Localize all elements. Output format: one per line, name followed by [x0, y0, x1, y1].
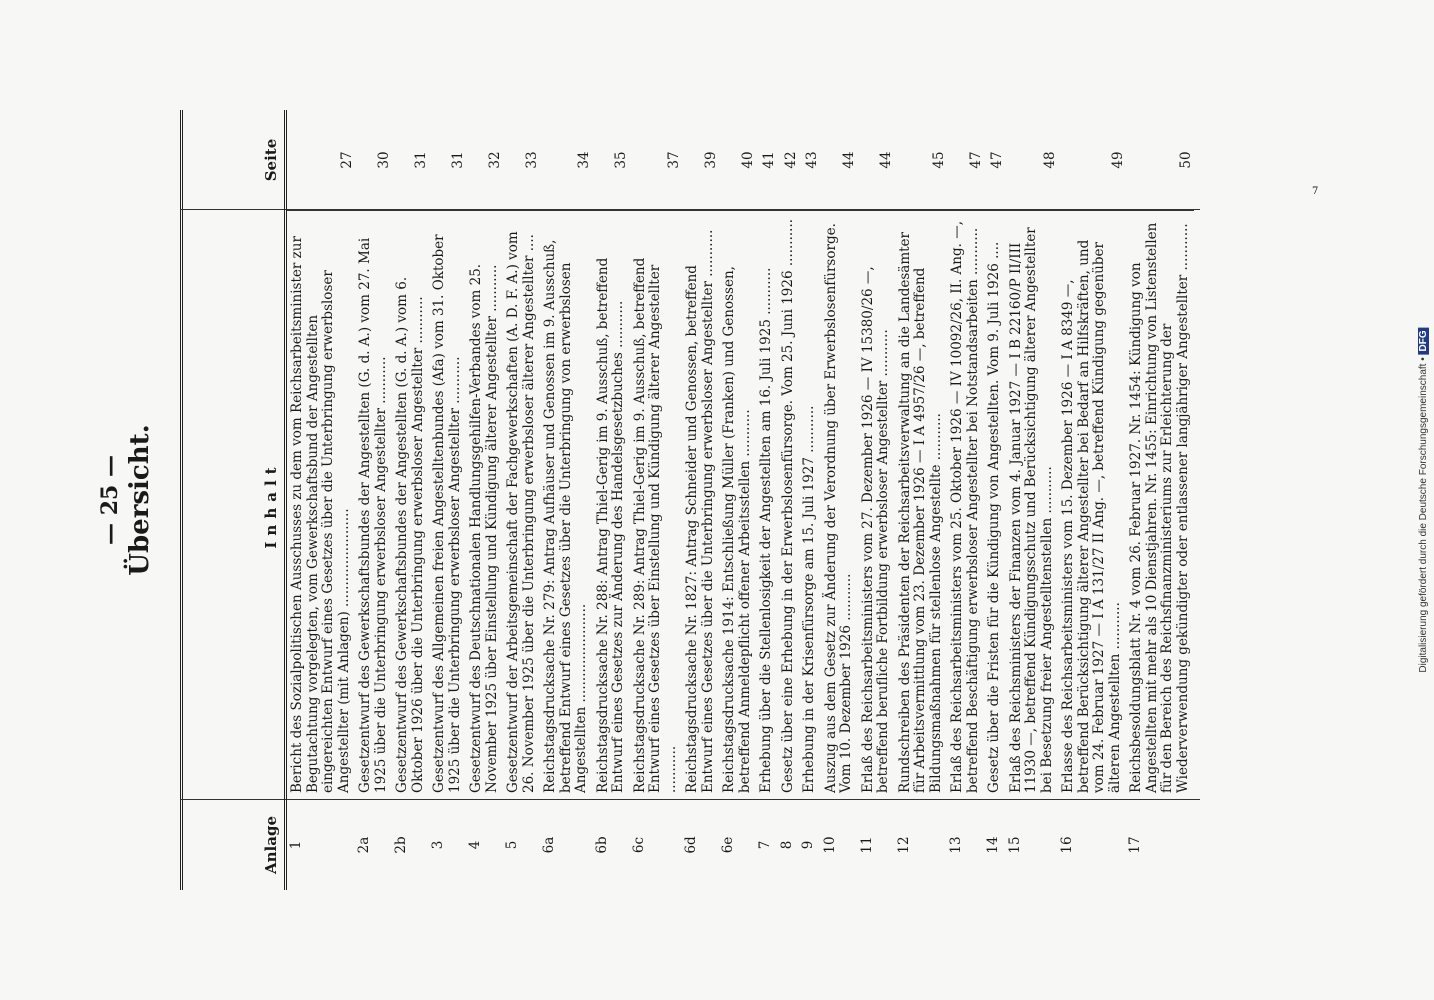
row-seite: 32: [486, 151, 503, 169]
row-inhalt: Reichstagsdrucksache Nr. 1827: Antrag Schneider und Genossen, betreffend Entwurf eines Gesetzes über die Unterbringung erwerbsloser Angestellter ...........: [684, 229, 716, 793]
row-seite: 50: [1177, 151, 1194, 169]
row-inhalt: Gesetzentwurf des Gewerkschaftsbundes der Angestellten (G. d. A.) vom 27. Mai 1925 über die Unterbringung erwerbsloser Angestellter ...........: [357, 237, 389, 793]
row-anlage: 6d: [683, 836, 699, 854]
row-anlage: 2a: [356, 836, 372, 854]
table-row: [821, 110, 858, 890]
table-row: [756, 110, 778, 890]
row-anlage: 16: [1059, 836, 1075, 854]
row-anlage: 11: [858, 836, 875, 854]
row-seite: 34: [576, 151, 592, 169]
row-anlage: 3: [430, 840, 446, 850]
row-inhalt: Erhebung über die Stellenlosigkeit der Angestellten am 16. Juli 1925 ...........: [758, 267, 774, 793]
table-row: [287, 110, 355, 890]
row-inhalt: Erhebung in der Krisenfürsorge am 15. Juli 1927 ...........: [801, 405, 817, 793]
row-anlage: 14: [985, 836, 1001, 854]
row-inhalt: Gesetzentwurf des Deutschnationalen Handlungsgehilfen-Verbandes vom 25. November 1925 über Einstellung und Kündigung älterer Angestellter ...........: [468, 263, 500, 793]
row-seite: 47: [967, 151, 984, 169]
table-row: [540, 110, 593, 890]
row-inhalt: Bericht des Sozialpolitischen Ausschusses zu dem vom Reichsarbeitsminister zur Begutachtung vorgelegten, vom Gewerkschaftsbund der Angestellten eingereichten Entwurf eines Gesetzes über die Unterbringung erwerbsloser Angestellter (mit Anlagen) .......................: [289, 236, 352, 793]
row-seite: 31: [412, 151, 429, 169]
row-inhalt: Gesetz über eine Erhebung in der Erwerbslosenfürsorge. Vom 25. Juni 1926 ...........: [779, 218, 796, 793]
table-row: [778, 110, 800, 890]
toc-table: [180, 110, 1194, 890]
table-row: [682, 110, 719, 890]
table-row: [392, 110, 429, 890]
row-seite: 44: [878, 151, 894, 169]
table-row: [503, 110, 540, 890]
row-seite: 35: [613, 151, 629, 169]
row-seite: 39: [702, 151, 719, 169]
row-inhalt: Gesetz über die Fristen für die Kündigung von Angestellten. Vom 9. Juli 1926 ....: [986, 241, 1002, 793]
row-inhalt: Gesetzentwurf des Allgemeinen freien Angestelltenbundes (Afa) vom 31. Oktober 1925 über die Unterbringung erwerbsloser Angestellter ...........: [431, 234, 463, 793]
row-seite: 48: [1041, 151, 1058, 169]
row-seite: 43: [804, 151, 820, 169]
row-inhalt: Reichstagsdrucksache Nr. 288: Antrag Thiel-Gerig im 9. Ausschuß, betreffend Entwurf eines Gesetzes zur Änderung des Handelsgesetzbuches ...........: [594, 257, 626, 793]
row-inhalt: Erlasse des Reichsarbeitsministers vom 15. Dezember 1926 — I A 8349 —, betreffend Berücksichtigung älterer Angestellter bei Bedarf an Hilfskräften, und vom 24. Februar 1927 — I A 131/27 II Ang. —, betreffend Kündigung gegenüber älteren Angestellten ...........: [1060, 239, 1123, 793]
table-row: [630, 110, 683, 890]
header-seite: Seite: [262, 138, 280, 182]
row-seite: 31: [449, 151, 466, 169]
table-row: [593, 110, 630, 890]
row-anlage: 7: [757, 840, 773, 850]
row-inhalt: Gesetzentwurf des Gewerkschaftsbundes der Angestellten (G. d. A.) vom 6. Oktober 1926 über die Unterbringung erwerbsloser Angestellter ...........: [394, 276, 426, 793]
table-row: [984, 110, 1006, 890]
row-seite: 33: [523, 151, 540, 169]
row-seite: 37: [665, 151, 682, 169]
row-inhalt: Auszug aus dem Gesetz zur Änderung der Verordnung über Erwerbslosenfürsorge. Vom 10. Dezember 1926 ...........: [822, 223, 854, 793]
row-anlage: 6c: [630, 836, 647, 854]
row-seite: 42: [782, 151, 799, 169]
table-row: [429, 110, 466, 890]
row-anlage: 6b: [593, 836, 610, 854]
row-anlage: 6e: [720, 836, 736, 854]
row-anlage: 10: [821, 836, 838, 854]
footnote-mark: 7: [1312, 186, 1319, 197]
row-inhalt: Reichsbesoldungsblatt Nr. 4 vom 26. Februar 1927. Nr. 1454: Kündigung von Angestellten mit mehr als 10 Dienstjahren. Nr. 1455: Einrichtung von Listenstellen für den Bereich des Reichsfinanzministeriums zur Erleichterung der Wiederverwendung gekündigter oder entlassener langjähriger Angestellter ...........: [1128, 222, 1191, 793]
row-inhalt: Reichstagsdrucksache 1914: Entschließung Müller (Franken) und Genossen, betreffend Anmeldepflicht offener Arbeitsstellen ...........: [721, 266, 753, 793]
row-seite: 27: [338, 151, 355, 169]
row-seite: 49: [1109, 151, 1126, 169]
header-inhalt: Inhalt: [262, 461, 280, 549]
table-row: [895, 110, 948, 890]
table-body: [287, 110, 1194, 890]
row-anlage: 17: [1127, 836, 1143, 854]
table-row: [466, 110, 503, 890]
row-anlage: 4: [467, 840, 483, 850]
row-anlage: 2b: [393, 836, 409, 854]
row-anlage: 13: [948, 836, 964, 854]
row-inhalt: Reichstagsdrucksache Nr. 289: Antrag Thiel-Gerig im 9. Ausschuß, betreffend Entwurf eines Gesetzes über Einstellung und Kündigung älterer Angestellter ...........: [631, 257, 679, 793]
row-anlage: 9: [800, 840, 816, 850]
row-seite: 45: [930, 151, 947, 169]
rotated-page: [140, 110, 1300, 890]
table-row: [355, 110, 392, 890]
row-inhalt: Erlaß des Reichsministers der Finanzen vom 4. Januar 1927 — I B 22160/P II/III 11930 —, betreffend Kündigungsschutz und Berücksichtigung älterer Angestellter bei Besetzung freier Angestelltenstellen ...........: [1007, 227, 1055, 793]
row-inhalt: Reichstagsdrucksache Nr. 279: Antrag Aufhäuser und Genossen im 9. Ausschuß, betreffend Entwurf eines Gesetzes über die Unterbringung von erwerbslosen Angestellten .......................: [542, 239, 589, 793]
row-anlage: 12: [895, 836, 912, 854]
row-inhalt: Gesetzentwurf der Arbeitsgemeinschaft der Fachgewerkschaften (A. D. F. A.) vom 26. November 1925 über die Unterbringung erwerbsloser älterer Angestellter ....: [505, 231, 537, 793]
row-anlage: 5: [504, 840, 520, 850]
table-row: [799, 110, 821, 890]
dfg-logo-icon: DFG: [1418, 327, 1429, 354]
page-number-label: — 25 —: [97, 455, 123, 545]
row-anlage: 1: [288, 840, 304, 850]
row-seite: 41: [761, 151, 777, 169]
row-seite: 30: [375, 151, 392, 169]
row-seite: 40: [739, 151, 756, 169]
page-heading: [96, 250, 166, 750]
table-row: [1126, 110, 1194, 890]
table-row: [719, 110, 756, 890]
row-anlage: 6a: [541, 836, 557, 854]
side-note-text: Digitalisierung gefördert durch die Deutsche Forschungsgemeinschaft: [1418, 363, 1429, 673]
table-row: [1058, 110, 1126, 890]
row-inhalt: Erlaß des Reichsarbeitsministers vom 25. Oktober 1926 — IV 10092/26, II. Ang. —, betreffend Beschäftigung erwerbsloser Angestellter bei Notstandsarbeiten ...........: [949, 221, 981, 793]
page-title: Übersicht.: [125, 424, 155, 576]
row-anlage: 15: [1006, 836, 1023, 854]
row-anlage: 8: [778, 840, 795, 850]
row-inhalt: Rundschreiben des Präsidenten der Reichsarbeitsverwaltung an die Landesämter für Arbeitsvermittlung vom 23. Dezember 1926 — I A 4957/26 —, betreffend Bildungsmaßnahmen für stellenlose Angestellte ...........: [896, 232, 944, 793]
header-anlage: Anlage: [262, 816, 280, 874]
row-seite: 44: [841, 151, 857, 169]
row-inhalt: Erlaß des Reichsarbeitsministers vom 27. Dezember 1926 — IV 15380/26 —, betreffend berufliche Fortbildung erwerbsloser Angestellter ...........: [859, 266, 891, 793]
row-seite: 47: [989, 151, 1005, 169]
side-note: Digitalisierung gefördert durch die Deutsche Forschungsgemeinschaft • DFG: [1418, 327, 1429, 672]
table-row: [1006, 110, 1059, 890]
table-row: [858, 110, 895, 890]
table-header: [180, 110, 287, 890]
table-row: [947, 110, 984, 890]
